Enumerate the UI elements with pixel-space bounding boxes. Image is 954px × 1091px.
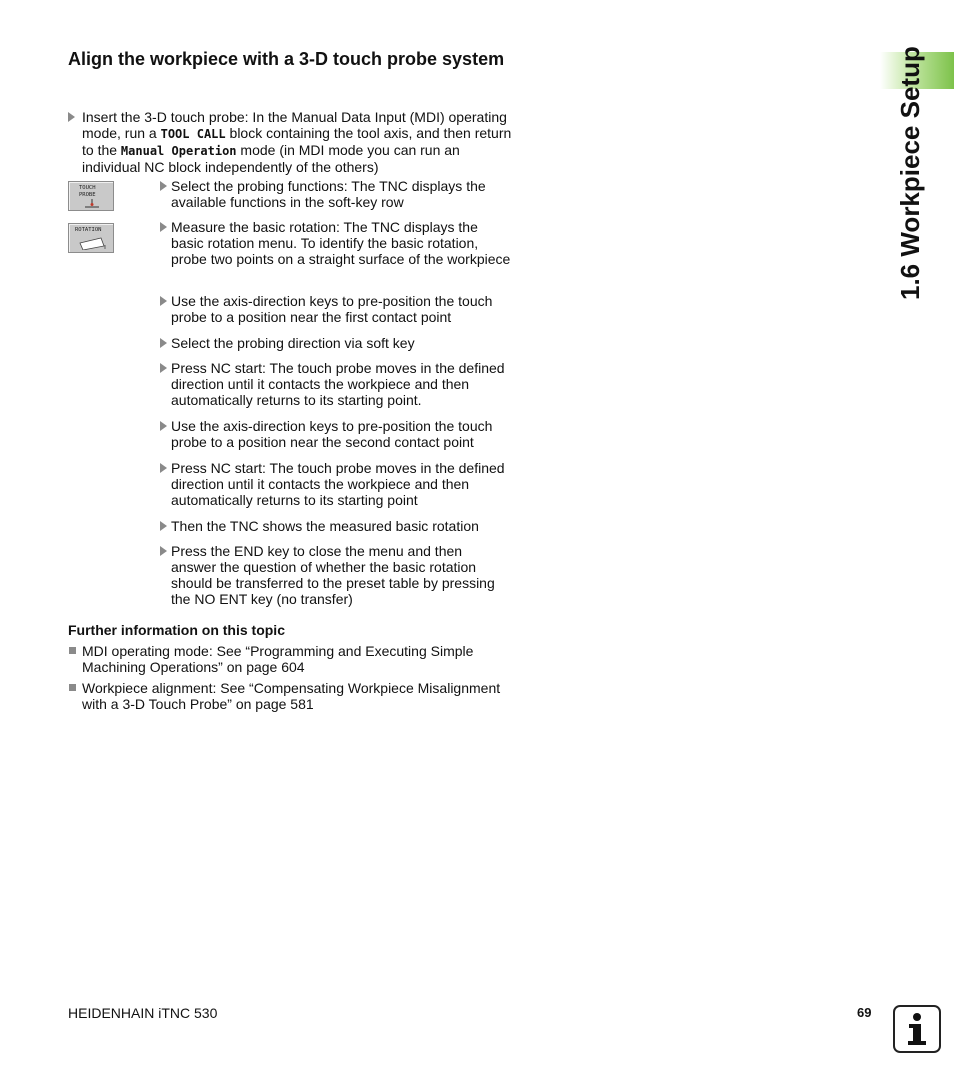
rotation-icon <box>77 234 109 250</box>
further-info-title: Further information on this topic <box>68 622 285 638</box>
step-3: Use the axis-direction keys to pre-position the touch probe to a position near the first contact point <box>171 293 493 325</box>
triangle-bullet-icon <box>160 546 167 556</box>
triangle-bullet-icon <box>160 363 167 373</box>
triangle-bullet-icon <box>160 338 167 348</box>
intro-paragraph <box>82 109 512 175</box>
triangle-bullet-icon <box>160 222 167 232</box>
triangle-bullet-icon <box>160 296 167 306</box>
step-6: Use the axis-direction keys to pre-position the touch probe to a position near the second contact point <box>171 418 493 450</box>
probe-icon <box>85 199 99 208</box>
triangle-bullet-icon <box>160 181 167 191</box>
code-tool-call: TOOL CALL <box>160 127 226 141</box>
square-bullet-icon <box>69 647 76 654</box>
further-info-item: Workpiece alignment: See “Compensating Workpiece Misalignment with a 3-D Touch Probe” on page 581 <box>82 680 501 712</box>
softkey-label-line-1: TOUCH <box>79 185 96 191</box>
step-4: Select the probing direction via soft key <box>171 335 415 351</box>
rotation-softkey[interactable] <box>68 223 114 253</box>
step-5: Press NC start: The touch probe moves in the defined direction until it contacts the workpiece and then automatically returns to its starting point. <box>171 360 505 408</box>
softkey-label <box>79 185 96 199</box>
step-8: Then the TNC shows the measured basic rotation <box>171 518 479 534</box>
triangle-bullet-icon <box>160 463 167 473</box>
intro-text-3: mode (in MDI mode you can run an individual NC block independently of the others) <box>82 142 460 175</box>
code-manual-operation: Manual Operation <box>120 144 237 158</box>
softkey-label-line-2: PROBE <box>79 192 96 198</box>
step-2: Measure the basic rotation: The TNC displays the basic rotation menu. To identify the basic rotation, probe two points on a straight surface of the workpiece <box>171 219 511 267</box>
intro-text-2: block containing the tool axis, and then return to the <box>82 125 512 158</box>
triangle-bullet-icon <box>160 521 167 531</box>
triangle-bullet-icon <box>68 112 75 122</box>
triangle-bullet-icon <box>160 421 167 431</box>
info-icon <box>893 1005 941 1053</box>
step-1: Select the probing functions: The TNC displays the available functions in the soft-key row <box>171 178 486 210</box>
chapter-side-title: 1.6 Workpiece Setup <box>895 46 925 300</box>
step-7: Press NC start: The touch probe moves in the defined direction until it contacts the workpiece and then automatically returns to its starting point <box>171 460 505 508</box>
footer-manual-name: HEIDENHAIN iTNC 530 <box>68 1005 218 1021</box>
square-bullet-icon <box>69 684 76 691</box>
further-info-item: MDI operating mode: See “Programming and Executing Simple Machining Operations” on page 604 <box>82 643 474 675</box>
softkey-label: ROTATION <box>75 227 102 233</box>
step-9: Press the END key to close the menu and then answer the question of whether the basic rotation should be transferred to the preset table by pressing the NO ENT key (no transfer) <box>171 543 495 607</box>
touch-probe-softkey[interactable] <box>68 181 114 211</box>
page-number: 69 <box>857 1005 872 1020</box>
intro-text-1: Insert the 3-D touch probe: In the Manual Data Input (MDI) operating mode, run a <box>82 109 507 141</box>
section-heading: Align the workpiece with a 3-D touch probe system <box>68 49 505 69</box>
